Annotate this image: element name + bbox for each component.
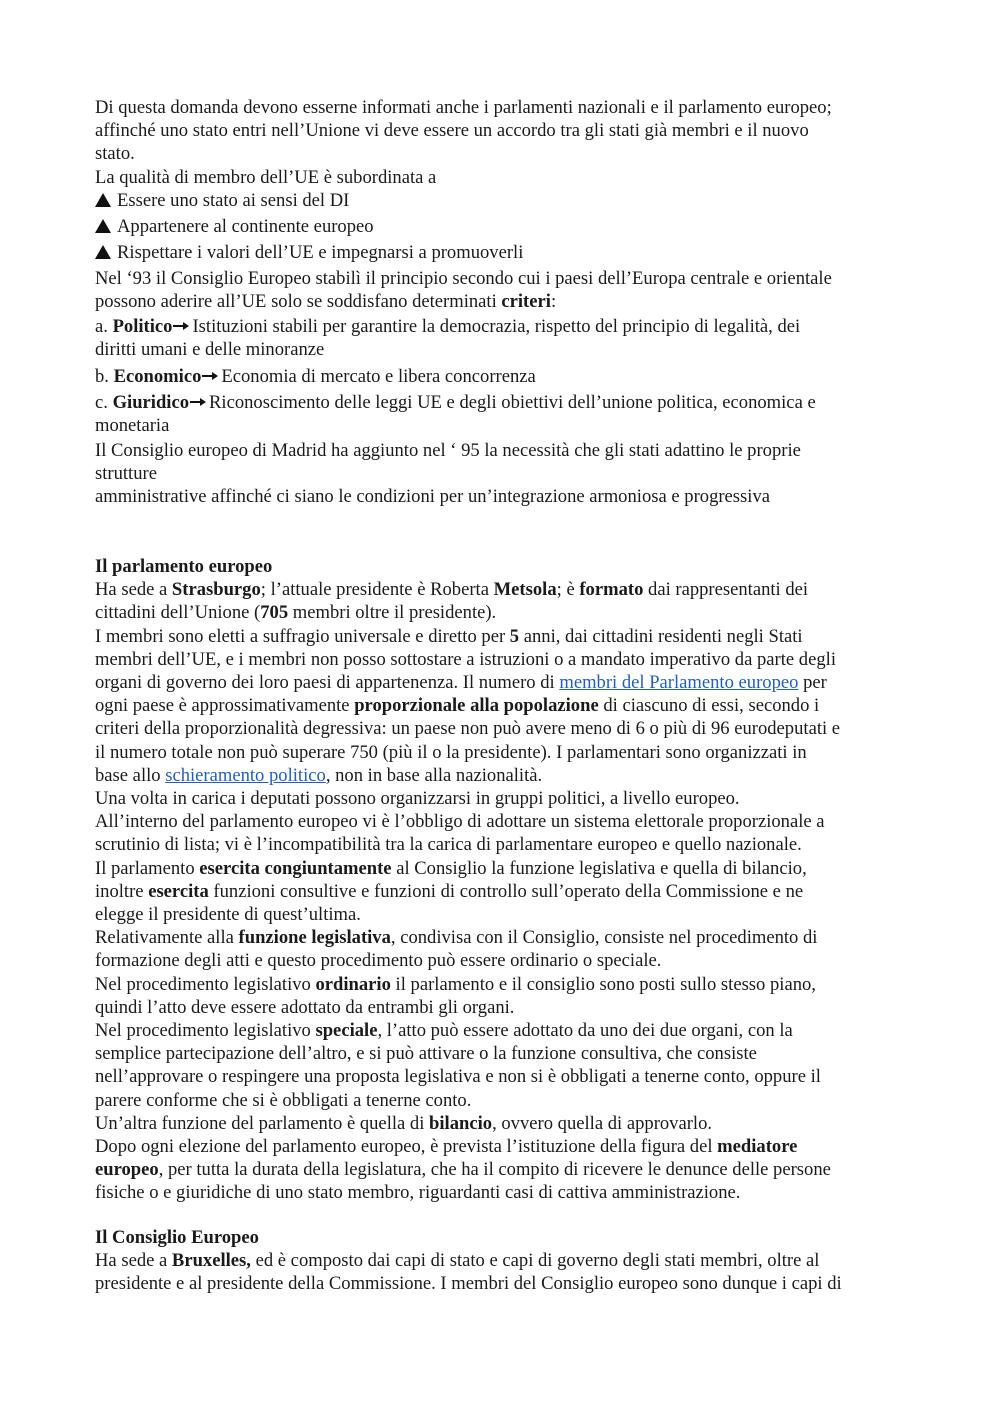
text-line <box>95 315 915 338</box>
bold-text: Metsola <box>493 579 557 601</box>
bold-text: proporzionale alla popolazione <box>354 695 599 717</box>
text-line <box>95 1158 915 1181</box>
text-span: al Consiglio la funzione legislativa e quella di bilancio, <box>391 857 807 879</box>
text-span: I membri sono eletti a suffragio universale e diretto per <box>95 625 510 647</box>
text-line: Il Consiglio europeo di Madrid ha aggiunto nel ‘ 95 la necessità che gli stati adattino le proprie <box>95 440 801 461</box>
text-line: amministrative affinché ci siano le condizioni per un’integrazione armoniosa e progressiva <box>95 486 770 508</box>
criterion-text: Riconoscimento delle leggi UE e degli obiettivi dell’unione politica, economica e <box>209 392 816 413</box>
text-span: Il parlamento <box>95 857 200 879</box>
text-line <box>95 578 915 601</box>
text-span: anni, dai cittadini residenti negli Stati <box>519 625 803 647</box>
heading-text: Il Consiglio Europeo <box>95 1227 259 1248</box>
text-line: criteri della proporzionalità degressiva: un paese non può avere meno di 6 o più di 96 eurodeputati e <box>95 718 841 740</box>
text-line <box>95 365 915 388</box>
text-span: possono aderire all’UE solo se soddisfano determinati <box>95 291 502 313</box>
criterion-economico <box>95 365 915 388</box>
criterion-text: Economia di mercato e libera concorrenza <box>221 366 536 387</box>
text-span: , condivisa con il Consiglio, consiste nel procedimento di <box>390 927 818 949</box>
text-span: per <box>798 672 827 694</box>
criterion-name: Economico <box>113 366 202 387</box>
text-line <box>95 857 915 880</box>
text-line: Nel ‘93 il Consiglio Europeo stabilì il principio secondo cui i paesi dell’Europa centrale e orientale <box>95 268 832 289</box>
list-item-text: Essere uno stato ai sensi del DI <box>117 190 350 211</box>
text-line: parere conforme che si è obbligati a tenerne conto. <box>95 1089 472 1111</box>
bold-text: esercita <box>148 880 209 902</box>
criterion-prefix: b. <box>95 366 114 387</box>
text-line: fisiche o e giuridiche di uno stato membro, riguardanti casi di cattiva amministrazione. <box>95 1182 741 1204</box>
criterion-giuridico <box>95 391 915 437</box>
text-line <box>95 880 915 903</box>
text-line: Una volta in carica i deputati possono organizzarsi in gruppi politici, a livello europeo. <box>95 788 740 810</box>
text-line <box>95 601 915 624</box>
text-line: strutture <box>95 463 157 485</box>
bold-text: criteri <box>501 291 551 313</box>
text-span: Nel procedimento legislativo <box>95 1020 316 1042</box>
bold-text: Bruxelles, <box>171 1250 251 1272</box>
text-line: membri dell’UE, e i membri non posso sottostare a istruzioni o a mandato imperativo da parte degli <box>95 648 836 670</box>
link-membri-parlamento[interactable]: membri del Parlamento europeo <box>559 672 799 694</box>
text-span: base allo <box>95 764 166 786</box>
link-schieramento-politico[interactable]: schieramento politico <box>165 764 326 786</box>
arrow-right-icon <box>173 325 187 327</box>
text-span: Nel procedimento legislativo <box>95 973 316 995</box>
bold-text: funzione legislativa <box>238 927 391 949</box>
criteria-intro <box>95 267 915 313</box>
text-line <box>95 926 915 949</box>
triangle-bullet-icon <box>95 193 111 207</box>
criterion-prefix: c. <box>95 392 113 413</box>
list-item-text: Rispettare i valori dell’UE e impegnarsi a promuoverli <box>117 242 524 263</box>
bold-text: 705 <box>260 602 289 624</box>
text-span: , per tutta la durata della legislatura, che ha il compito di ricevere le denunce delle persone <box>158 1159 831 1181</box>
bold-text: formato <box>579 579 644 601</box>
section-consiglio <box>95 1226 915 1296</box>
bold-text: 5 <box>509 625 520 647</box>
text-span: Dopo ogni elezione del parlamento europeo, è prevista l’istituzione della figura del <box>95 1136 718 1158</box>
criterion-name: Giuridico <box>112 392 190 413</box>
text-span: ; l’attuale presidente è Roberta <box>260 579 494 601</box>
text-line <box>95 764 915 787</box>
text-span: inoltre <box>95 880 149 902</box>
text-line: semplice partecipazione dell’altro, e si può attivare o la funzione consultiva, che consiste <box>95 1043 757 1065</box>
text-line <box>95 671 915 694</box>
arrow-right-icon <box>190 401 204 403</box>
text-span: membri oltre il presidente). <box>288 602 497 624</box>
text-span: il parlamento e il consiglio sono posti sullo stesso piano, <box>390 973 816 995</box>
text-line: il numero totale non può superare 750 (più il o la presidente). I parlamentari sono organizzati in <box>95 741 807 763</box>
text-span: Ha sede a <box>95 1250 172 1272</box>
text-line: affinché uno stato entri nell’Unione vi deve essere un accordo tra gli stati già membri e il nuovo <box>95 120 809 142</box>
text-line <box>95 625 915 648</box>
text-span: , l’atto può essere adottato da uno dei due organi, con la <box>377 1020 793 1042</box>
criterion-text: Istituzioni stabili per garantire la democrazia, rispetto del principio di legalità, dei <box>192 316 801 337</box>
text-line <box>95 391 915 414</box>
list-item <box>95 189 915 215</box>
bold-text: esercita congiuntamente <box>199 857 392 879</box>
text-line <box>95 973 915 996</box>
list-item <box>95 215 915 241</box>
text-line <box>95 1135 915 1158</box>
text-span: Un’altra funzione del parlamento è quella di <box>95 1112 430 1134</box>
text-span: , non in base alla nazionalità. <box>325 764 543 786</box>
section-parlamento <box>95 555 915 1205</box>
arrow-right-icon <box>202 375 216 377</box>
bold-text: Strasburgo <box>171 579 261 601</box>
text-span: : <box>550 291 557 313</box>
text-line: La qualità di membro dell’UE è subordinata a <box>95 166 437 188</box>
criterion-prefix: a. <box>95 316 113 337</box>
text-span: ed è composto dai capi di stato e capi di governo degli stati membri, oltre al <box>250 1250 820 1272</box>
text-line <box>95 1112 915 1135</box>
text-span: funzioni consultive e funzioni di controllo sull’operato della Commissione e ne <box>208 880 804 902</box>
text-line: diritti umani e delle minoranze <box>95 339 325 361</box>
text-line: formazione degli atti e questo procedimento può essere ordinario o speciale. <box>95 950 662 972</box>
intro-paragraph <box>95 96 915 189</box>
text-line: stato. <box>95 143 135 165</box>
text-line: Di questa domanda devono esserne informati anche i parlamenti nazionali e il parlamento europeo; <box>95 97 832 118</box>
text-line <box>95 694 915 717</box>
list-item <box>95 241 915 267</box>
triangle-bullet-icon <box>95 245 111 259</box>
text-line: All’interno del parlamento europeo vi è l’obbligo di adottare un sistema elettorale proporzionale a <box>95 811 825 833</box>
membership-bullet-list <box>95 189 915 267</box>
text-line: nell’approvare o respingere una proposta legislativa e non si è obbligati a tenerne conto, oppure il <box>95 1066 821 1088</box>
text-span: Relativamente alla <box>95 927 239 949</box>
section-heading <box>95 1226 915 1249</box>
text-line: scrutinio di lista; vi è l’incompatibilità tra la carica di parlamentare europeo e quello nazionale. <box>95 834 802 856</box>
criterion-politico <box>95 315 915 361</box>
text-line <box>95 1249 915 1272</box>
text-span: Ha sede a <box>95 579 172 601</box>
bold-text: ordinario <box>315 973 391 995</box>
criterion-name: Politico <box>112 316 173 337</box>
bold-text: europeo <box>95 1159 159 1181</box>
madrid-paragraph <box>95 439 915 509</box>
bold-text: speciale <box>315 1020 378 1042</box>
text-span: ogni paese è approssimativamente <box>95 695 355 717</box>
text-line: monetaria <box>95 415 170 437</box>
text-span: , ovvero quella di approvarlo. <box>492 1112 713 1134</box>
text-line <box>95 290 915 313</box>
text-line: quindi l’atto deve essere adottato da entrambi gli organi. <box>95 996 515 1018</box>
bold-text: mediatore <box>717 1136 798 1158</box>
heading-text: Il parlamento europeo <box>95 556 273 577</box>
text-span: organi di governo dei loro paesi di appartenenza. Il numero di <box>95 672 560 694</box>
text-span: ; è <box>556 579 580 601</box>
list-item-text: Appartenere al continente europeo <box>117 216 374 237</box>
text-span: dai rappresentanti dei <box>643 579 809 601</box>
text-span: di ciascuno di essi, secondo i <box>598 695 820 717</box>
triangle-bullet-icon <box>95 219 111 233</box>
text-span: cittadini dell’Unione ( <box>95 602 261 624</box>
text-line: presidente e al presidente della Commissione. I membri del Consiglio europeo sono dunque i capi di <box>95 1273 842 1295</box>
text-line <box>95 1019 915 1042</box>
section-heading <box>95 555 915 578</box>
bold-text: bilancio <box>429 1112 493 1134</box>
text-line: elegge il presidente di quest’ultima. <box>95 904 361 926</box>
